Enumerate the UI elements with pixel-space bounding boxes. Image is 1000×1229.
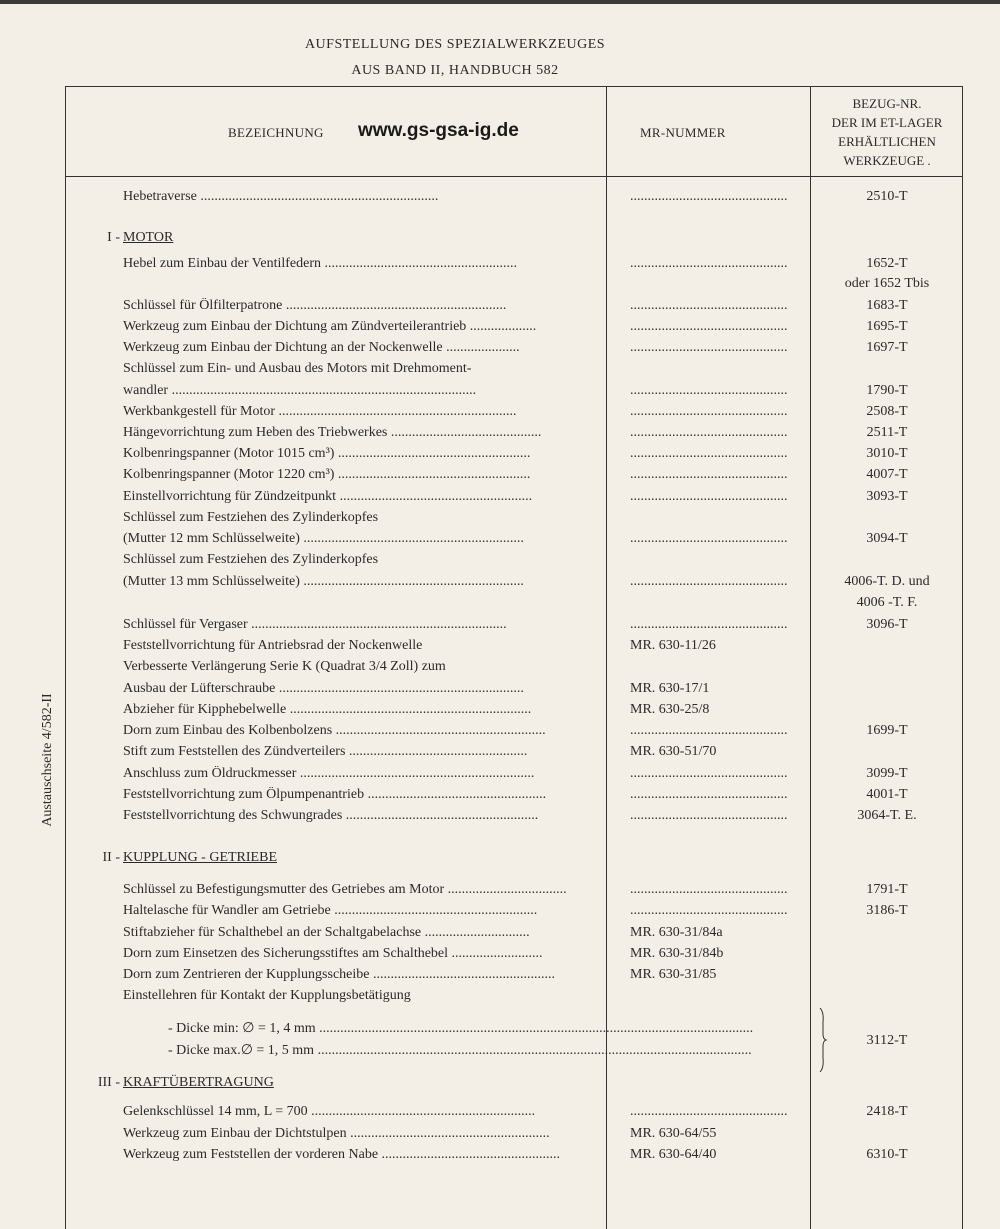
mr-number: MR. 630-64/40 bbox=[630, 1147, 717, 1162]
tool-description: - Dicke min: ∅ = 1, 4 mm ............................................................................................................................ bbox=[168, 1021, 754, 1036]
tool-description: Werkzeug zum Einbau der Dichtstulpen ......................................................... bbox=[123, 1126, 550, 1141]
tool-description: Abzieher für Kipphebelwelle ..................................................................... bbox=[123, 702, 532, 717]
tool-description: Stift zum Feststellen des Zündverteilers ................................................... bbox=[123, 744, 528, 759]
tool-description: (Mutter 12 mm Schlüsselweite) ............................................................... bbox=[123, 531, 524, 546]
tool-description: Schlüssel zum Festziehen des Zylinderkopfes bbox=[123, 510, 379, 525]
header-bezug-line-2: DER IM ET-LAGER bbox=[831, 115, 943, 130]
mr-number: ............................................. bbox=[630, 531, 788, 546]
mr-number: ............................................. bbox=[630, 383, 788, 398]
ref-number: 3094-T bbox=[866, 531, 908, 546]
header-bezug-line-3: ERHÄLTLICHEN bbox=[838, 134, 936, 149]
ref-number: 4006 -T. F. bbox=[856, 595, 918, 610]
mr-number: ............................................. bbox=[630, 808, 788, 823]
tool-description: Kolbenringspanner (Motor 1220 cm³) ....................................................... bbox=[123, 467, 531, 482]
tool-description: Feststellvorrichtung des Schwungrades ....................................................... bbox=[123, 808, 539, 823]
table-row bbox=[0, 946, 1000, 967]
side-note: Austauschseite 4/582-II bbox=[40, 693, 55, 827]
mr-number: MR. 630-51/70 bbox=[630, 744, 717, 759]
ref-number: 1697-T bbox=[866, 340, 908, 355]
header-bezug bbox=[812, 94, 962, 170]
mr-number: MR. 630-64/55 bbox=[630, 1126, 717, 1141]
mr-number: MR. 630-11/26 bbox=[630, 638, 716, 653]
table-row bbox=[0, 766, 1000, 787]
ref-number: 1695-T bbox=[866, 319, 908, 334]
tool-description: Feststellvorrichtung für Antriebsrad der Nockenwelle bbox=[123, 638, 423, 653]
table-row bbox=[0, 404, 1000, 425]
ref-number: oder 1652 Tbis bbox=[844, 276, 930, 291]
mr-number: MR. 630-31/84a bbox=[630, 925, 723, 940]
table-row bbox=[0, 467, 1000, 488]
ref-number: 4007-T bbox=[866, 467, 908, 482]
tool-description: Verbesserte Verlängerung Serie K (Quadrat 3/4 Zoll) zum bbox=[123, 659, 446, 674]
mr-number: ............................................. bbox=[630, 766, 788, 781]
mr-number: MR. 630-25/8 bbox=[630, 702, 710, 717]
ref-number: 1791-T bbox=[866, 882, 908, 897]
table-row bbox=[0, 967, 1000, 988]
ref-number: 2508-T bbox=[866, 404, 908, 419]
header-bezeichnung: BEZEICHNUNG bbox=[228, 125, 324, 140]
mr-number: MR. 630-17/1 bbox=[630, 681, 710, 696]
section-heading bbox=[0, 850, 1000, 871]
table-row bbox=[0, 552, 1000, 573]
ref-number: 1790-T bbox=[866, 383, 908, 398]
tool-description: Haltelasche für Wandler am Getriebe .......................................................... bbox=[123, 903, 538, 918]
table-row bbox=[0, 638, 1000, 659]
table-row bbox=[0, 988, 1000, 1009]
table-row bbox=[0, 787, 1000, 808]
tool-description: Werkzeug zum Feststellen der vorderen Nabe ................................................... bbox=[123, 1147, 561, 1162]
table-top-border bbox=[65, 86, 963, 87]
title-line-2: AUS BAND II, HANDBUCH 582 bbox=[351, 63, 559, 78]
table-row bbox=[0, 340, 1000, 361]
mr-number: ............................................. bbox=[630, 256, 788, 271]
section-number: III - bbox=[97, 1075, 120, 1090]
mr-number: ............................................. bbox=[630, 1104, 788, 1119]
table-row bbox=[0, 489, 1000, 510]
ref-number: 3096-T bbox=[866, 617, 908, 632]
tool-description: Schlüssel zum Ein- und Ausbau des Motors mit Drehmoment- bbox=[123, 361, 472, 376]
tool-description: Hängevorrichtung zum Heben des Triebwerkes ........................................... bbox=[123, 425, 542, 440]
mr-number: ............................................. bbox=[630, 489, 788, 504]
tool-description: Hebel zum Einbau der Ventilfedern ....................................................... bbox=[123, 256, 518, 271]
tool-description: (Mutter 13 mm Schlüsselweite) ............................................................... bbox=[123, 574, 524, 589]
table-row-continuation bbox=[0, 276, 1000, 297]
header-bezug-line-4: WERKZEUGE . bbox=[843, 153, 931, 168]
mr-number: ............................................. bbox=[630, 189, 788, 204]
ref-number: 3064-T. E. bbox=[857, 808, 917, 823]
ref-number: 3112-T bbox=[866, 1033, 908, 1048]
tool-description: Stiftabzieher für Schalthebel an der Schaltgabelachse .............................. bbox=[123, 925, 530, 940]
table-row bbox=[0, 189, 1000, 210]
tool-description: Einstellehren für Kontakt der Kupplungsbetätigung bbox=[123, 988, 411, 1003]
tool-description: Einstellvorrichtung für Zündzeitpunkt ....................................................... bbox=[123, 489, 533, 504]
section-number: I - bbox=[107, 230, 120, 245]
ref-number: 3186-T bbox=[866, 903, 908, 918]
table-row bbox=[0, 617, 1000, 638]
table-row bbox=[0, 256, 1000, 277]
section-heading bbox=[0, 1075, 1000, 1096]
tool-description: Dorn zum Einsetzen des Sicherungsstiftes am Schalthebel .......................... bbox=[123, 946, 543, 961]
tool-description: Kolbenringspanner (Motor 1015 cm³) ....................................................... bbox=[123, 446, 531, 461]
ref-number: 2510-T bbox=[866, 189, 908, 204]
mr-number: ............................................. bbox=[630, 446, 788, 461]
tool-description: Hebetraverse .................................................................... bbox=[123, 189, 439, 204]
table-row bbox=[0, 298, 1000, 319]
tool-description: Schlüssel zu Befestigungsmutter des Getriebes am Motor .................................. bbox=[123, 882, 567, 897]
ref-number: 1699-T bbox=[866, 723, 908, 738]
section-heading bbox=[0, 230, 1000, 251]
mr-number: ............................................. bbox=[630, 617, 788, 632]
table-row bbox=[0, 383, 1000, 404]
header-mr-nummer: MR-NUMMER bbox=[640, 125, 726, 140]
mr-number: ............................................. bbox=[630, 319, 788, 334]
mr-number: ............................................. bbox=[630, 787, 788, 802]
mr-number: ............................................. bbox=[630, 298, 788, 313]
tool-description: Werkzeug zum Einbau der Dichtung an der Nockenwelle ..................... bbox=[123, 340, 520, 355]
table-row bbox=[0, 574, 1000, 595]
title-line-1: AUFSTELLUNG DES SPEZIALWERKZEUGES bbox=[304, 37, 606, 52]
tool-description: wandler ....................................................................................... bbox=[123, 383, 477, 398]
tool-description: Anschluss zum Öldruckmesser ................................................................... bbox=[123, 766, 535, 781]
tool-description: - Dicke max.∅ = 1, 5 mm ............................................................................................................................ bbox=[168, 1043, 752, 1058]
ref-number: 3093-T bbox=[866, 489, 908, 504]
table-row bbox=[0, 702, 1000, 723]
tool-description: Dorn zum Einbau des Kolbenbolzens ............................................................ bbox=[123, 723, 546, 738]
table-row bbox=[0, 925, 1000, 946]
ref-number: 2511-T bbox=[866, 425, 908, 440]
section-name: MOTOR bbox=[123, 230, 174, 245]
table-row bbox=[0, 659, 1000, 680]
table-row bbox=[0, 510, 1000, 531]
mr-number: ............................................. bbox=[630, 425, 788, 440]
tool-description: Schlüssel zum Festziehen des Zylinderkopfes bbox=[123, 552, 379, 567]
table-row bbox=[0, 361, 1000, 382]
table-row bbox=[0, 882, 1000, 903]
table-row bbox=[0, 1104, 1000, 1125]
table-row bbox=[0, 425, 1000, 446]
table-row bbox=[0, 903, 1000, 924]
tool-description: Dorn zum Zentrieren der Kupplungsscheibe .................................................... bbox=[123, 967, 555, 982]
section-name: KUPPLUNG - GETRIEBE bbox=[123, 850, 277, 865]
ref-number: 6310-T bbox=[866, 1147, 908, 1162]
table-row bbox=[0, 723, 1000, 744]
ref-number: 4001-T bbox=[866, 787, 908, 802]
tool-description: Werkbankgestell für Motor .................................................................... bbox=[123, 404, 517, 419]
ref-number: 3010-T bbox=[866, 446, 908, 461]
mr-number: ............................................. bbox=[630, 574, 788, 589]
mr-number: ............................................. bbox=[630, 404, 788, 419]
tool-description: Ausbau der Lüfterschraube ...................................................................... bbox=[123, 681, 524, 696]
section-name: KRAFTÜBERTRAGUNG bbox=[123, 1075, 274, 1090]
table-row bbox=[0, 1126, 1000, 1147]
tool-description: Gelenkschlüssel 14 mm, L = 700 ................................................................ bbox=[123, 1104, 536, 1119]
mr-number: ............................................. bbox=[630, 903, 788, 918]
ref-number: 4006-T. D. und bbox=[844, 574, 930, 589]
section-number: II - bbox=[102, 850, 120, 865]
top-border bbox=[0, 0, 1000, 4]
mr-number: ............................................. bbox=[630, 723, 788, 738]
tool-description: Werkzeug zum Einbau der Dichtung am Zündverteilerantrieb ................... bbox=[123, 319, 537, 334]
ref-number: 1652-T bbox=[866, 256, 908, 271]
ref-number: 3099-T bbox=[866, 766, 908, 781]
table-row-continuation bbox=[0, 595, 1000, 616]
tool-description: Schlüssel für Vergaser ......................................................................... bbox=[123, 617, 507, 632]
table-row-continuation bbox=[0, 1033, 1000, 1054]
mr-number: MR. 630-31/85 bbox=[630, 967, 717, 982]
tool-description: Feststellvorrichtung zum Ölpumpenantrieb ................................................... bbox=[123, 787, 547, 802]
ref-number: 2418-T bbox=[866, 1104, 908, 1119]
mr-number: ............................................. bbox=[630, 340, 788, 355]
table-row bbox=[0, 744, 1000, 765]
mr-number: MR. 630-31/84b bbox=[630, 946, 724, 961]
header-bezug-line-1: BEZUG-NR. bbox=[852, 96, 922, 111]
table-header-divider bbox=[65, 176, 963, 177]
table-row bbox=[0, 446, 1000, 467]
table-row bbox=[0, 681, 1000, 702]
tool-description: Schlüssel für Ölfilterpatrone ............................................................... bbox=[123, 298, 507, 313]
ref-number: 1683-T bbox=[866, 298, 908, 313]
table-row bbox=[0, 319, 1000, 340]
mr-number: ............................................. bbox=[630, 882, 788, 897]
mr-number: ............................................. bbox=[630, 467, 788, 482]
table-row bbox=[0, 808, 1000, 829]
table-row bbox=[0, 531, 1000, 552]
watermark-url: www.gs-gsa-ig.de bbox=[358, 120, 519, 141]
table-row bbox=[0, 1147, 1000, 1168]
